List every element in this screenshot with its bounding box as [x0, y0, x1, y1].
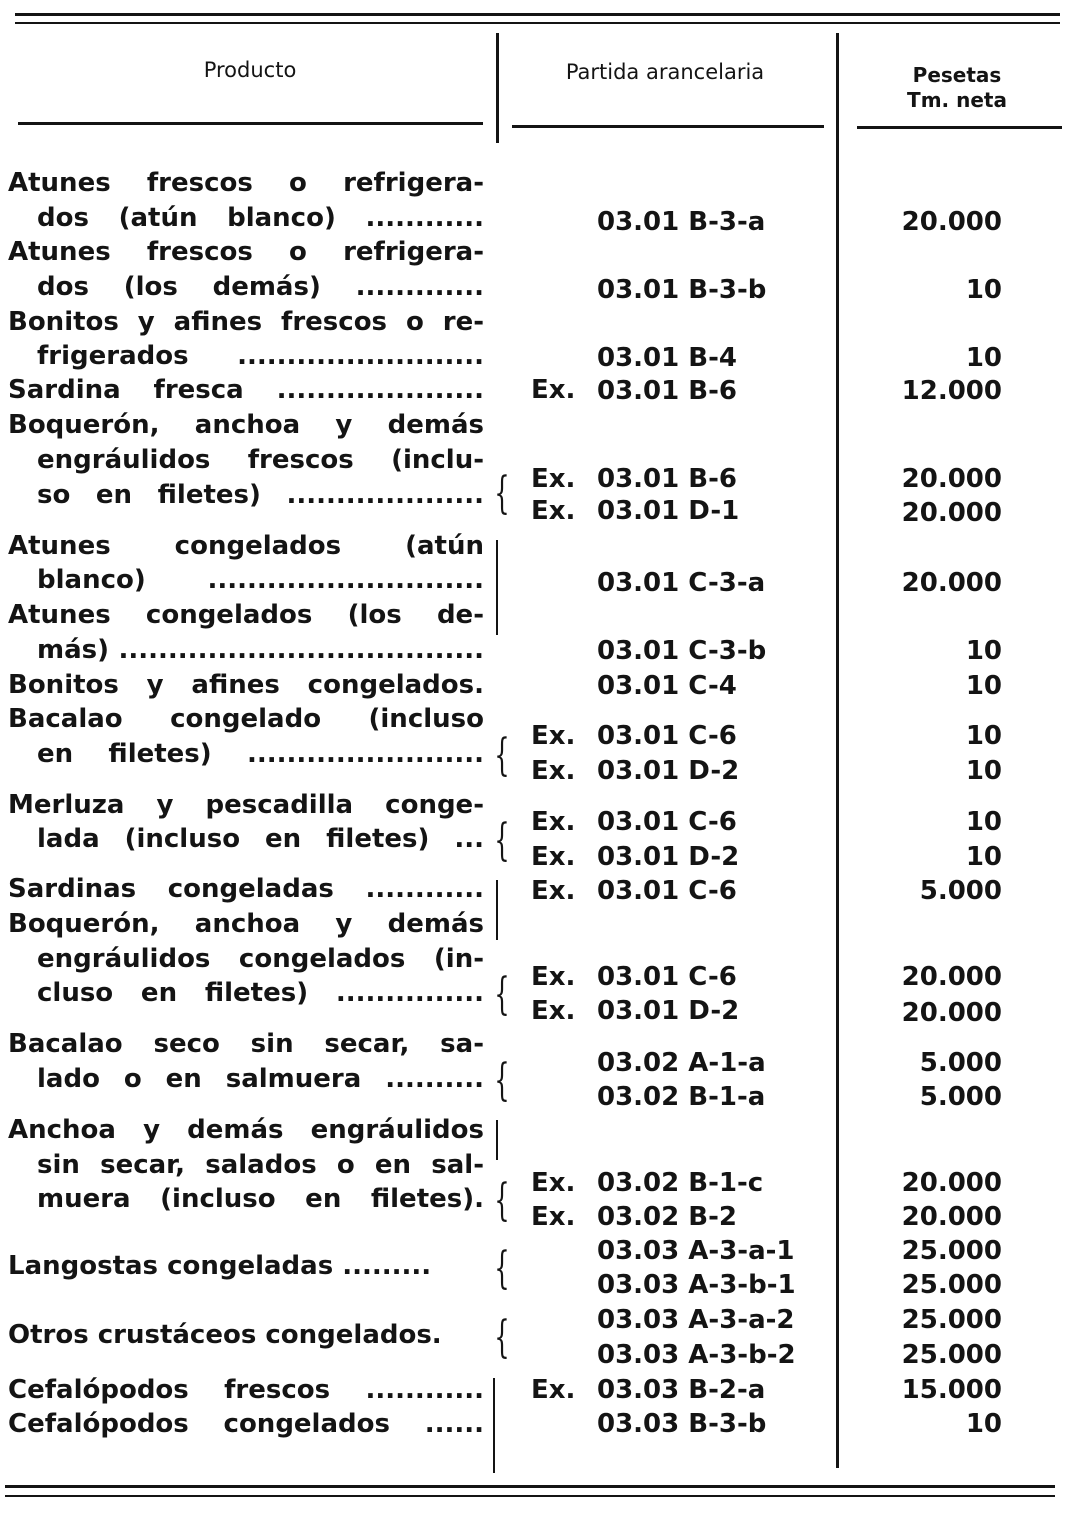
ex-marker: Ex.	[531, 721, 576, 751]
tariff-code: 03.01 B-6	[597, 464, 737, 494]
brace-mark: {	[494, 969, 510, 1020]
price-value: 5.000	[919, 1048, 1002, 1078]
brace-mark: {	[494, 1175, 510, 1226]
price-value: 25.000	[901, 1340, 1002, 1370]
ex-marker: Ex.	[531, 962, 576, 992]
header-underline-product	[18, 122, 483, 125]
column-divider-left-header	[496, 33, 499, 143]
product-line: sin secar, salados o en sal-	[37, 1150, 484, 1180]
column-divider-left-body	[496, 540, 498, 635]
price-value: 20.000	[901, 498, 1002, 528]
tariff-code: 03.01 C-3-a	[597, 568, 766, 598]
product-line: Sardinas congeladas ............	[8, 874, 484, 904]
price-value: 20.000	[901, 207, 1002, 237]
ex-marker: Ex.	[531, 1375, 576, 1405]
price-value: 25.000	[901, 1236, 1002, 1266]
product-line: Boquerón, anchoa y demás	[8, 909, 484, 939]
product-line: dos (atún blanco) ............	[37, 203, 484, 233]
top-rule-thick	[15, 13, 1060, 16]
ex-marker: Ex.	[531, 1168, 576, 1198]
ex-marker: Ex.	[531, 375, 576, 405]
product-line: Atunes frescos o refrigera-	[8, 168, 484, 198]
ex-marker: Ex.	[531, 842, 576, 872]
tariff-code: 03.01 D-1	[597, 496, 740, 526]
product-line: Atunes frescos o refrigera-	[8, 237, 484, 267]
price-value: 10	[965, 671, 1002, 701]
tariff-code: 03.03 A-3-a-1	[597, 1236, 795, 1266]
product-line: Bacalao congelado (incluso	[8, 704, 484, 734]
header-underline-price	[857, 126, 1062, 129]
product-line: Sardina fresca .....................	[8, 375, 484, 405]
product-line: Bacalao seco sin secar, sa-	[8, 1029, 484, 1059]
header-price-line1: Pesetas	[912, 63, 1002, 87]
tariff-code: 03.01 C-6	[597, 807, 737, 837]
price-value: 10	[965, 636, 1002, 666]
price-value: 10	[965, 807, 1002, 837]
ex-marker: Ex.	[531, 756, 576, 786]
brace-mark: {	[494, 1312, 510, 1363]
tariff-code: 03.01 D-2	[597, 756, 740, 786]
tariff-code: 03.02 B-1-a	[597, 1082, 766, 1112]
price-value: 10	[965, 275, 1002, 305]
header-underline-tariff	[512, 125, 824, 128]
ex-marker: Ex.	[531, 807, 576, 837]
tariff-code: 03.01 C-4	[597, 671, 737, 701]
price-value: 10	[965, 1409, 1002, 1439]
tariff-code: 03.02 A-1-a	[597, 1048, 766, 1078]
column-divider-right	[836, 33, 839, 1468]
tariff-code: 03.03 A-3-b-1	[597, 1270, 796, 1300]
tariff-code: 03.01 D-2	[597, 842, 740, 872]
product-line: lada (incluso en filetes) ...	[37, 824, 484, 854]
tariff-code: 03.01 B-6	[597, 376, 737, 406]
tariff-code: 03.02 B-1-c	[597, 1168, 764, 1198]
price-value: 20.000	[901, 962, 1002, 992]
price-value: 20.000	[901, 998, 1002, 1028]
price-value: 15.000	[901, 1375, 1002, 1405]
ex-marker: Ex.	[531, 876, 576, 906]
product-line: Bonitos y afines congelados.	[8, 670, 484, 700]
tariff-code: 03.03 B-3-b	[597, 1409, 767, 1439]
price-value: 10	[965, 842, 1002, 872]
column-divider-left-body	[493, 1378, 495, 1473]
price-value: 5.000	[919, 1082, 1002, 1112]
product-line: so en filetes) ....................	[37, 480, 484, 510]
header-product: Producto	[203, 58, 297, 82]
tariff-code: 03.03 A-3-b-2	[597, 1340, 796, 1370]
price-value: 20.000	[901, 568, 1002, 598]
product-line: Merluza y pescadilla conge-	[8, 790, 484, 820]
price-value: 25.000	[901, 1270, 1002, 1300]
product-line: Bonitos y afines frescos o re-	[8, 307, 484, 337]
product-line: Boquerón, anchoa y demás	[8, 410, 484, 440]
product-line: Langostas congeladas .........	[8, 1251, 432, 1281]
tariff-code: 03.03 A-3-a-2	[597, 1305, 795, 1335]
product-line: Atunes congelados (los de-	[8, 600, 484, 630]
product-line: muera (incluso en filetes).	[37, 1184, 484, 1214]
product-line: en filetes) ........................	[37, 739, 484, 769]
brace-mark: {	[494, 815, 510, 866]
product-line: Cefalópodos frescos ............	[8, 1375, 484, 1405]
tariff-code: 03.01 B-3-a	[597, 207, 766, 237]
product-line: blanco) ............................	[37, 565, 484, 595]
product-line: frigerados .........................	[37, 341, 484, 371]
product-line: engráulidos congelados (in-	[37, 944, 484, 974]
product-line: más) .....................................	[37, 635, 484, 665]
product-line: cluso en filetes) ...............	[37, 978, 484, 1008]
header-tariff: Partida arancelaria	[565, 60, 765, 84]
tariff-code: 03.03 B-2-a	[597, 1375, 766, 1405]
tariff-code: 03.01 C-6	[597, 876, 737, 906]
price-value: 12.000	[901, 376, 1002, 406]
price-value: 20.000	[901, 1168, 1002, 1198]
top-rule-thin	[15, 22, 1060, 24]
price-value: 20.000	[901, 464, 1002, 494]
product-line: Anchoa y demás engráulidos	[8, 1115, 484, 1145]
bottom-rule-thick	[5, 1485, 1055, 1488]
price-value: 20.000	[901, 1202, 1002, 1232]
tariff-code: 03.01 D-2	[597, 996, 740, 1026]
product-line: lado o en salmuera ..........	[37, 1064, 484, 1094]
header-price-line2: Tm. neta	[907, 88, 1007, 112]
price-value: 10	[965, 721, 1002, 751]
product-line: Cefalópodos congelados ......	[8, 1409, 484, 1439]
product-line: engráulidos frescos (inclu-	[37, 445, 484, 475]
product-line: Otros crustáceos congelados.	[8, 1320, 442, 1350]
column-divider-left-body	[496, 1120, 498, 1160]
bottom-rule-thin	[5, 1495, 1055, 1497]
product-line: Atunes congelados (atún	[8, 531, 484, 561]
price-value: 10	[965, 756, 1002, 786]
price-value: 10	[965, 343, 1002, 373]
brace-mark: {	[494, 730, 510, 781]
brace-mark: {	[494, 1243, 510, 1294]
ex-marker: Ex.	[531, 464, 576, 494]
tariff-code: 03.01 C-6	[597, 962, 737, 992]
brace-mark: {	[494, 468, 510, 519]
price-value: 25.000	[901, 1305, 1002, 1335]
tariff-code: 03.01 B-4	[597, 343, 737, 373]
brace-mark: {	[494, 1055, 510, 1106]
price-value: 5.000	[919, 876, 1002, 906]
tariff-code: 03.01 C-3-b	[597, 636, 767, 666]
ex-marker: Ex.	[531, 1202, 576, 1232]
tariff-code: 03.02 B-2	[597, 1202, 737, 1232]
product-line: dos (los demás) .............	[37, 272, 484, 302]
ex-marker: Ex.	[531, 996, 576, 1026]
tariff-code: 03.01 B-3-b	[597, 275, 767, 305]
ex-marker: Ex.	[531, 496, 576, 526]
column-divider-left-body	[496, 880, 498, 940]
tariff-code: 03.01 C-6	[597, 721, 737, 751]
